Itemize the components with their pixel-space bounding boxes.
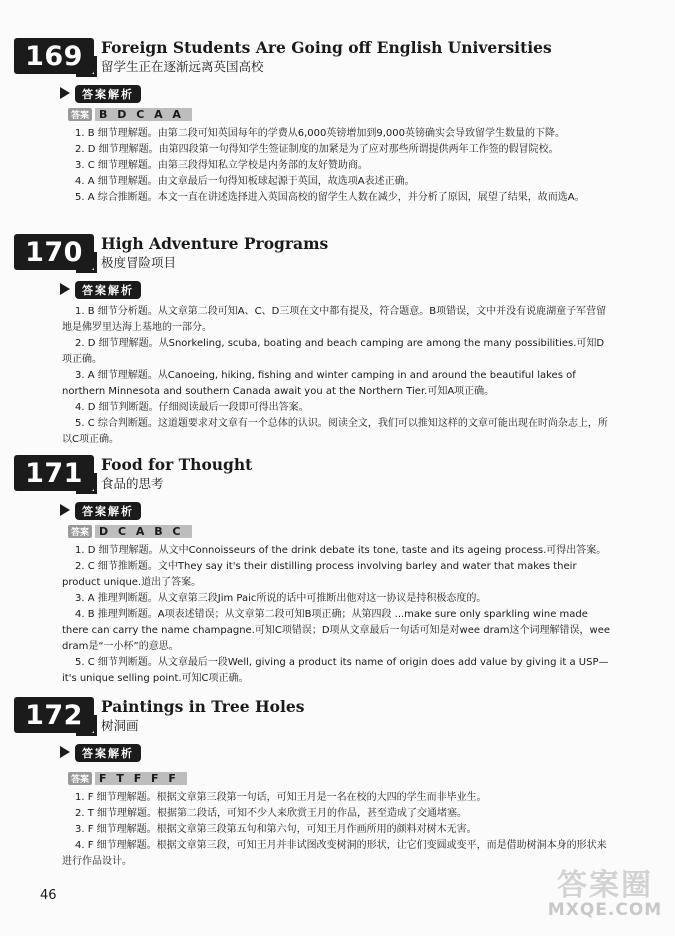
explanation-item: 3. F 细节理解题。根据文章第三段第五句和第六句，可知王月作画所用的颜料对树木无害。 <box>75 824 477 835</box>
explanation-item: 1. D 细节理解题。从文中Connoisseurs of the drink debate its tone, taste and its ageing process.可得出答案。 <box>75 545 607 556</box>
arrow-right-icon <box>60 283 70 295</box>
answer-values: D C A B C <box>95 525 192 538</box>
answer-tag: 答案 <box>68 772 92 785</box>
explanation-item: 1. F 细节理解题。根据文章第三段第一句话，可知王月是一名在校的大四的学生而非毕业生。 <box>75 792 487 803</box>
section-header <box>0 455 675 497</box>
section-number: 169 <box>14 38 94 74</box>
watermark-logo: 答案圈 <box>557 868 653 903</box>
answer-analysis-banner <box>60 280 675 300</box>
explanation-item: 3. A 推理判断题。从文章第三段Jim Paic所说的话中可推断出他对这一协议是持积极态度的。 <box>75 593 487 604</box>
answer-values: F T F F F <box>95 772 187 785</box>
banner-label: 答案解析 <box>75 502 141 520</box>
answer-key <box>68 771 675 788</box>
explanation-item: 4. F 细节理解题。根据文章第三段，可知王月并非试图改变树洞的形状，让它们变圆或变平，而是借助树洞本身的形状来进行作品设计。 <box>62 840 607 867</box>
section-number: 170 <box>14 234 94 270</box>
explanation-item: 3. C 细节理解题。由第三段得知私立学校是内务部的友好赞助商。 <box>75 160 368 171</box>
arrow-right-icon <box>60 504 70 516</box>
banner-label: 答案解析 <box>75 744 141 762</box>
section-header <box>0 234 675 276</box>
section-title-en: Paintings in Tree Holes <box>101 697 305 716</box>
explanation-item: 1. B 细节分析题。从文章第二段可知A、C、D三项在文中都有提及，符合题意。B项错误，文中并没有说鹿湖童子军营留地是佛罗里达海上基地的一部分。 <box>62 306 607 333</box>
explanation-item: 5. A 综合推断题。本文一直在讲述选择进入英国高校的留学生人数在减少，并分析了原因，展望了结果，故而选A。 <box>75 192 585 203</box>
answer-analysis-banner <box>60 743 675 763</box>
answer-analysis-banner <box>60 84 675 104</box>
section-172 <box>0 697 675 870</box>
answer-tag: 答案 <box>68 108 92 121</box>
page-number: 46 <box>40 888 57 903</box>
watermark <box>540 860 670 930</box>
answer-key <box>68 107 675 124</box>
explanation-item: 4. A 细节理解题。由文章最后一句得知板球起源于英国，故选项A表述正确。 <box>75 176 415 187</box>
banner-label: 答案解析 <box>75 85 141 103</box>
explanation-item: 2. T 细节理解题。根据第二段话，可知不少人来欣赏王月的作品，甚至造成了交通堵塞。 <box>75 808 468 819</box>
arrow-right-icon <box>60 87 70 99</box>
section-title-cn: 树洞画 <box>101 718 139 733</box>
watermark-url: MXQE.COM <box>547 900 663 920</box>
answer-key <box>68 524 675 541</box>
section-171 <box>0 455 675 687</box>
section-header <box>0 38 675 80</box>
explanation-item: 5. C 综合判断题。这道题要求对文章有一个总体的认识。阅读全文，我们可以推知这样的文章可能出现在时尚杂志上，所以C项正确。 <box>62 418 608 445</box>
section-title-en: Food for Thought <box>101 455 253 474</box>
explanation-item: 2. D 细节理解题。由第四段第一句得知学生签证制度的加紧是为了应对那些所谓提供两年工作签的假冒院校。 <box>75 144 559 155</box>
section-title-cn: 食品的思考 <box>101 476 164 491</box>
explanation-item: 2. C 细节推断题。文中They say it's their distilling process involving barley and water that makes their product unique.道出了答案。 <box>62 561 577 588</box>
explanation-list <box>0 543 675 687</box>
explanation-item: 1. B 细节理解题。由第二段可知英国每年的学费从6,000英镑增加到9,000英镑确实会导致留学生数量的下降。 <box>75 128 566 139</box>
section-number: 171 <box>14 455 94 491</box>
explanation-item: 4. B 推理判断题。A项表述错误；从文章第二段可知B项正确；从第四段 ...make sure only sparkling wine made there can carry the name champagne.可知C项错误；D项从文章最后一句话可知是对wee dram这个词理解错误，wee dram是“一小杯”的意思。 <box>62 609 611 652</box>
section-title-en: Foreign Students Are Going off English Universities <box>101 38 552 57</box>
arrow-right-icon <box>60 746 70 758</box>
explanation-list <box>0 304 675 448</box>
section-title-en: High Adventure Programs <box>101 234 329 253</box>
section-title-cn: 极度冒险项目 <box>101 255 177 270</box>
section-number: 172 <box>14 697 94 733</box>
section-169 <box>0 38 675 206</box>
explanation-list <box>0 790 675 870</box>
answer-tag: 答案 <box>68 525 92 538</box>
explanation-list <box>0 126 675 206</box>
answer-values: B D C A A <box>95 108 192 121</box>
section-header <box>0 697 675 739</box>
banner-label: 答案解析 <box>75 281 141 299</box>
section-170 <box>0 234 675 448</box>
explanation-item: 4. D 细节判断题。仔细阅读最后一段即可得出答案。 <box>75 402 309 413</box>
explanation-item: 2. D 细节理解题。从Snorkeling, scuba, boating and beach camping are among the many possibilities.可知D项正确。 <box>62 338 605 365</box>
explanation-item: 5. C 细节判断题。从文章最后一段Well, giving a product its name of origin does add value by giving it a USP—it's unique selling point.可知C项正确。 <box>62 657 609 684</box>
section-title-cn: 留学生正在逐渐远离英国高校 <box>101 59 264 74</box>
answer-analysis-banner <box>60 501 675 521</box>
explanation-item: 3. A 细节理解题。从Canoeing, hiking, fishing and winter camping in and around the beautiful lakes of northern Minnesota and southern Canada await you at the Northern Tier.可知A项正确。 <box>62 370 576 397</box>
